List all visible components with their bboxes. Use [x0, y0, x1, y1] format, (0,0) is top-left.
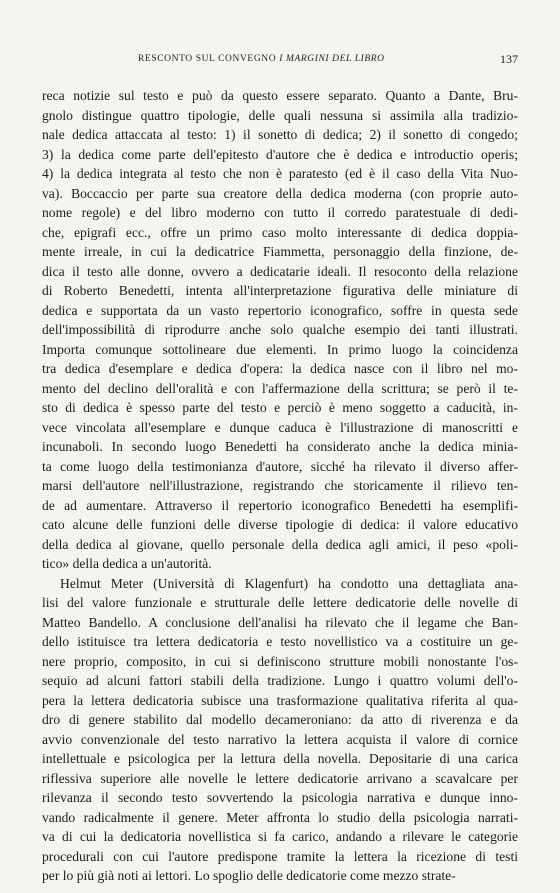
text-line: che, epigrafi ecc., offre un primo caso molto interessante di dedica doppia- — [42, 224, 518, 240]
text-line: dica il testo alle donne, ovvero a dedicatarie ideali. Il resoconto della relazione — [42, 263, 518, 279]
paragraph — [42, 574, 518, 886]
text-line: nale dedica attaccata al testo: 1) il sonetto di dedica; 2) il sonetto di congedo; — [42, 127, 518, 142]
text-line: tra dedica d'esemplare e dedica d'opera: la dedica nasce con il libro nel mo- — [42, 361, 518, 376]
text-line: mento del declino dell'oralità e con l'affermazione della scrittura; se però il te- — [42, 380, 518, 396]
text-line: reca notizie sul testo e può da questo essere separato. Quanto a Dante, Bru- — [42, 88, 518, 103]
text-line: Matteo Bandello. A conclusione dell'analisi ha rilevato che il legame che Ban- — [42, 614, 518, 630]
body-text — [42, 86, 518, 886]
text-line: Importa comunque sottolineare due elementi. In primo luogo la coincidenza — [42, 341, 518, 357]
text-line: di Roberto Benedetti, intenta all'interpretazione figurativa delle miniature di — [42, 283, 518, 298]
running-title-italic: I MARGINI DEL LIBRO — [279, 54, 385, 64]
text-line: incunaboli. In secondo luogo Benedetti ha considerato anche la dedica minia- — [42, 439, 518, 454]
text-line: lisi del valore funzionale e strutturale delle lettere dedicatorie delle novelle di — [42, 595, 518, 610]
page-number: 137 — [500, 52, 518, 66]
running-title-plain: RESCONTO SUL CONVEGNO — [138, 54, 280, 64]
text-line: per lo più già noti ai lettori. Lo spoglio delle dedicatorie come mezzo strate- — [42, 868, 456, 883]
text-line: intellettuale e psicologica per la lettura della novella. Depositarie di una carica — [42, 751, 518, 766]
text-line: pera la lettera dedicatoria subisce una trasformazione qualitativa riferita al qua- — [42, 692, 518, 708]
text-line: dro di genere stabilito dal modello decameroniano: da atto di riverenza e da — [42, 712, 518, 727]
text-line: Helmut Meter (Università di Klagenfurt) ha condotto una dettagliata ana- — [60, 575, 518, 591]
text-line: nere proprio, composito, in cui si definiscono strutture mobili nonostante l'os- — [42, 653, 518, 669]
text-line: sequio ad alcuni fattori stabili della tradizione. Lungo i quattro volumi dell'o- — [42, 673, 518, 688]
text-line: mente irreale, in cui la dedicatrice Fiammetta, personaggio della finzione, de- — [42, 244, 518, 259]
text-line: dedica e supportata da un vasto repertorio iconografico, soffre in questa sede — [42, 302, 518, 318]
text-line: procedurali con cui l'autore predispone tramite la lettera la ricezione di testi — [42, 848, 518, 864]
text-line: va di cui la dedicatoria novellistica si fa carico, andando a rilevare le categorie — [42, 829, 518, 844]
running-header — [40, 52, 518, 68]
text-line: dello istituisce tra lettera dedicatoria e testo novellistico va a costituire un ge- — [42, 634, 518, 649]
text-line: della dedica al giovane, quello personale della dedica agli amici, il peso «poli- — [42, 536, 518, 552]
text-line: nome regole) e del libro moderno con tutto il corredo paratestuale di dedi- — [42, 205, 518, 220]
text-line: 3) la dedica come parte dell'epitesto d'autore che è dedica e introductio operis; — [42, 146, 518, 162]
text-line: tico» della dedica a un'autorità. — [42, 556, 212, 571]
text-line: rilevanza il secondo testo sovvertendo la psicologia narrativa e dunque inno- — [42, 790, 518, 805]
text-line: marsi dell'autore nell'illustrazione, registrando che storicamente il rilievo ten- — [42, 478, 518, 493]
running-title — [138, 54, 385, 64]
text-line: sto di dedica è spesso parte del testo e perciò è meno soggetto a caducità, in- — [42, 400, 518, 415]
text-line: avvio convenzionale del testo narrativo la lettera acquista il valore di cornice — [42, 731, 518, 747]
text-line: 4) la dedica integrata al testo che non è paratesto (ed è il caso della Vita Nuo- — [42, 166, 518, 181]
paragraph — [42, 86, 518, 574]
text-line: cato alcune delle funzioni delle diverse tipologie di dedica: il valore educativo — [42, 517, 518, 532]
text-line: va). Boccaccio per parte sua creatore della dedica moderna (con proprie auto- — [42, 185, 518, 201]
text-line: gnolo distingue quattro tipologie, delle quali nessuna si assimila alla tradizio- — [42, 107, 518, 123]
text-line: ta come luogo della testimonianza d'autore, sicché ha rilevato il diverso affer- — [42, 458, 518, 474]
text-line: riflessiva superiore alle novelle le lettere dedicatorie arrivano a scavalcare per — [42, 770, 518, 786]
text-line: vece vincolata all'esemplare e dunque caduca è l'illustrazione di manoscritti e — [42, 419, 518, 435]
text-line: de ad aumentare. Attraverso il repertorio iconografico Benedetti ha esemplifi- — [42, 497, 518, 513]
text-line: dell'impossibilità di riprodurre anche solo qualche esempio dei tanti illustrati. — [42, 322, 518, 337]
text-line: vando radicalmente il genere. Meter affronta lo studio della psicologia narrati- — [42, 809, 518, 825]
